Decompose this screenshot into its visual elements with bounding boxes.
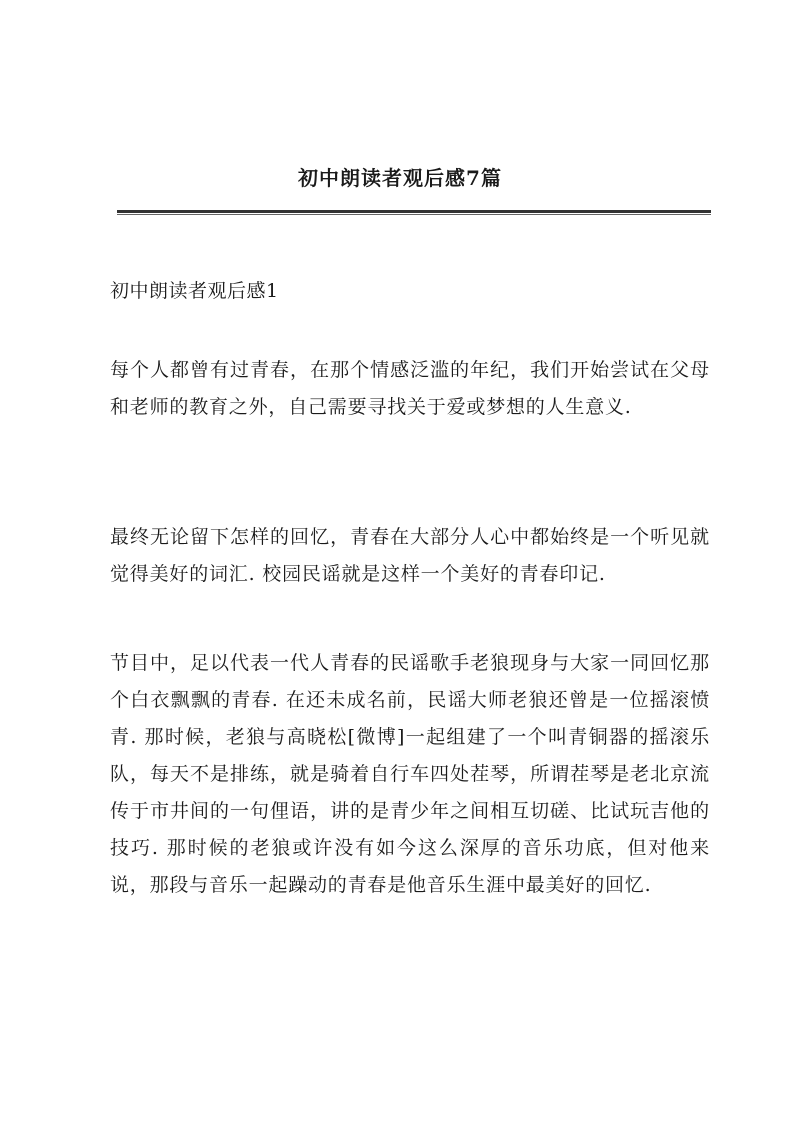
document-title: 初中朗读者观后感7篇	[298, 166, 502, 190]
title-divider	[117, 210, 711, 215]
paragraph-2: 最终无论留下怎样的回忆，青春在大部分人心中都始终是一个听见就觉得美好的词汇. 校园民谣就是这样一个美好的青春印记.	[110, 526, 710, 585]
title-divider-thick-line	[117, 210, 711, 213]
section-heading: 初中朗读者观后感1	[110, 280, 279, 302]
paragraph-3: 节目中，足以代表一代人青春的民谣歌手老狼现身与大家一同回忆那个白衣飘飘的青春. 在还未成名前，民谣大师老狼还曾是一位摇滚愤青. 那时候，老狼与高晓松[微博]一起组建了一个叫青铜器的摇滚乐队，每天不是排练，就是骑着自行车四处茬琴，所谓茬琴是老北京流传于市井间的一句俚语，讲的是青少年之间相互切磋、比试玩吉他的技巧. 那时候的老狼或许没有如今这么深厚的音乐功底，但对他来说，那段与音乐一起躁动的青春是他音乐生涯中最美好的回忆.	[110, 652, 710, 896]
title-divider-thin-line	[117, 214, 711, 215]
paragraph-1: 每个人都曾有过青春，在那个情感泛滥的年纪，我们开始尝试在父母和老师的教育之外，自己需要寻找关于爱或梦想的人生意义.	[110, 359, 710, 418]
